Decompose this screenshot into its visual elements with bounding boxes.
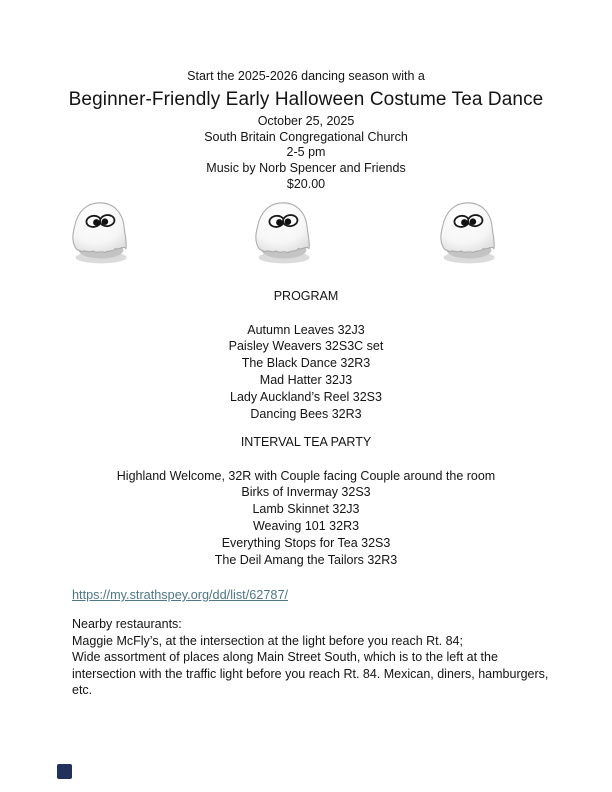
- interval-dance-line: Birks of Invermay 32S3: [241, 485, 371, 500]
- program-dance-line: Paisley Weavers 32S3C set: [228, 339, 384, 354]
- event-music: Music by Norb Spencer and Friends: [206, 161, 406, 176]
- program-dance-line: Dancing Bees 32R3: [250, 406, 362, 421]
- interval-dance-line: Weaving 101 32R3: [252, 518, 360, 533]
- interval-dance-line: Lamb Skinnet 32J3: [252, 502, 360, 517]
- page-title: Beginner-Friendly Early Halloween Costume Tea Dance: [68, 89, 544, 110]
- interval-heading: INTERVAL TEA PARTY: [240, 435, 372, 449]
- strathspey-dance-list-link[interactable]: https://my.strathspey.org/dd/list/62787/: [72, 588, 289, 602]
- corner-mark: [57, 764, 72, 779]
- event-time: 2-5 pm: [286, 145, 326, 160]
- program-section: [0, 288, 612, 422]
- program-dance-line: Lady Auckland’s Reel 32S3: [230, 389, 382, 404]
- program-heading: PROGRAM: [273, 289, 339, 303]
- restaurants-line: Wide assortment of places along Main Street South, which is to the left at the: [72, 650, 498, 665]
- program-dance-line: The Black Dance 32R3: [241, 356, 371, 371]
- restaurants-line: intersection with the traffic light before you reach Rt. 84. Mexican, diners, hamburgers,: [72, 666, 549, 681]
- event-date: October 25, 2025: [257, 114, 355, 128]
- interval-dance-line: Everything Stops for Tea 32S3: [221, 535, 391, 550]
- event-price: $20.00: [286, 176, 326, 191]
- program-dance-line: Autumn Leaves 32J3: [247, 322, 365, 337]
- program-dance-line: Mad Hatter 32J3: [259, 372, 353, 387]
- event-venue: South Britain Congregational Church: [204, 129, 408, 144]
- interval-dance-line: Highland Welcome, 32R with Couple facing Couple around the room: [116, 468, 496, 483]
- ghost-icon: [249, 197, 317, 267]
- restaurants-heading: Nearby restaurants:: [72, 617, 182, 631]
- event-details: [0, 114, 612, 193]
- ghost-icon: [434, 197, 502, 267]
- link-row: [72, 586, 552, 604]
- restaurants-line: Maggie McFly’s, at the intersection at the light before you reach Rt. 84;: [72, 633, 463, 648]
- interval-section: [0, 434, 612, 568]
- interval-dance-line: The Deil Amang the Tailors 32R3: [214, 552, 398, 567]
- restaurants-section: [72, 616, 552, 699]
- intro-line: Start the 2025-2026 dancing season with a: [187, 69, 425, 83]
- ghost-icon: [66, 197, 134, 267]
- restaurants-line: etc.: [72, 683, 93, 698]
